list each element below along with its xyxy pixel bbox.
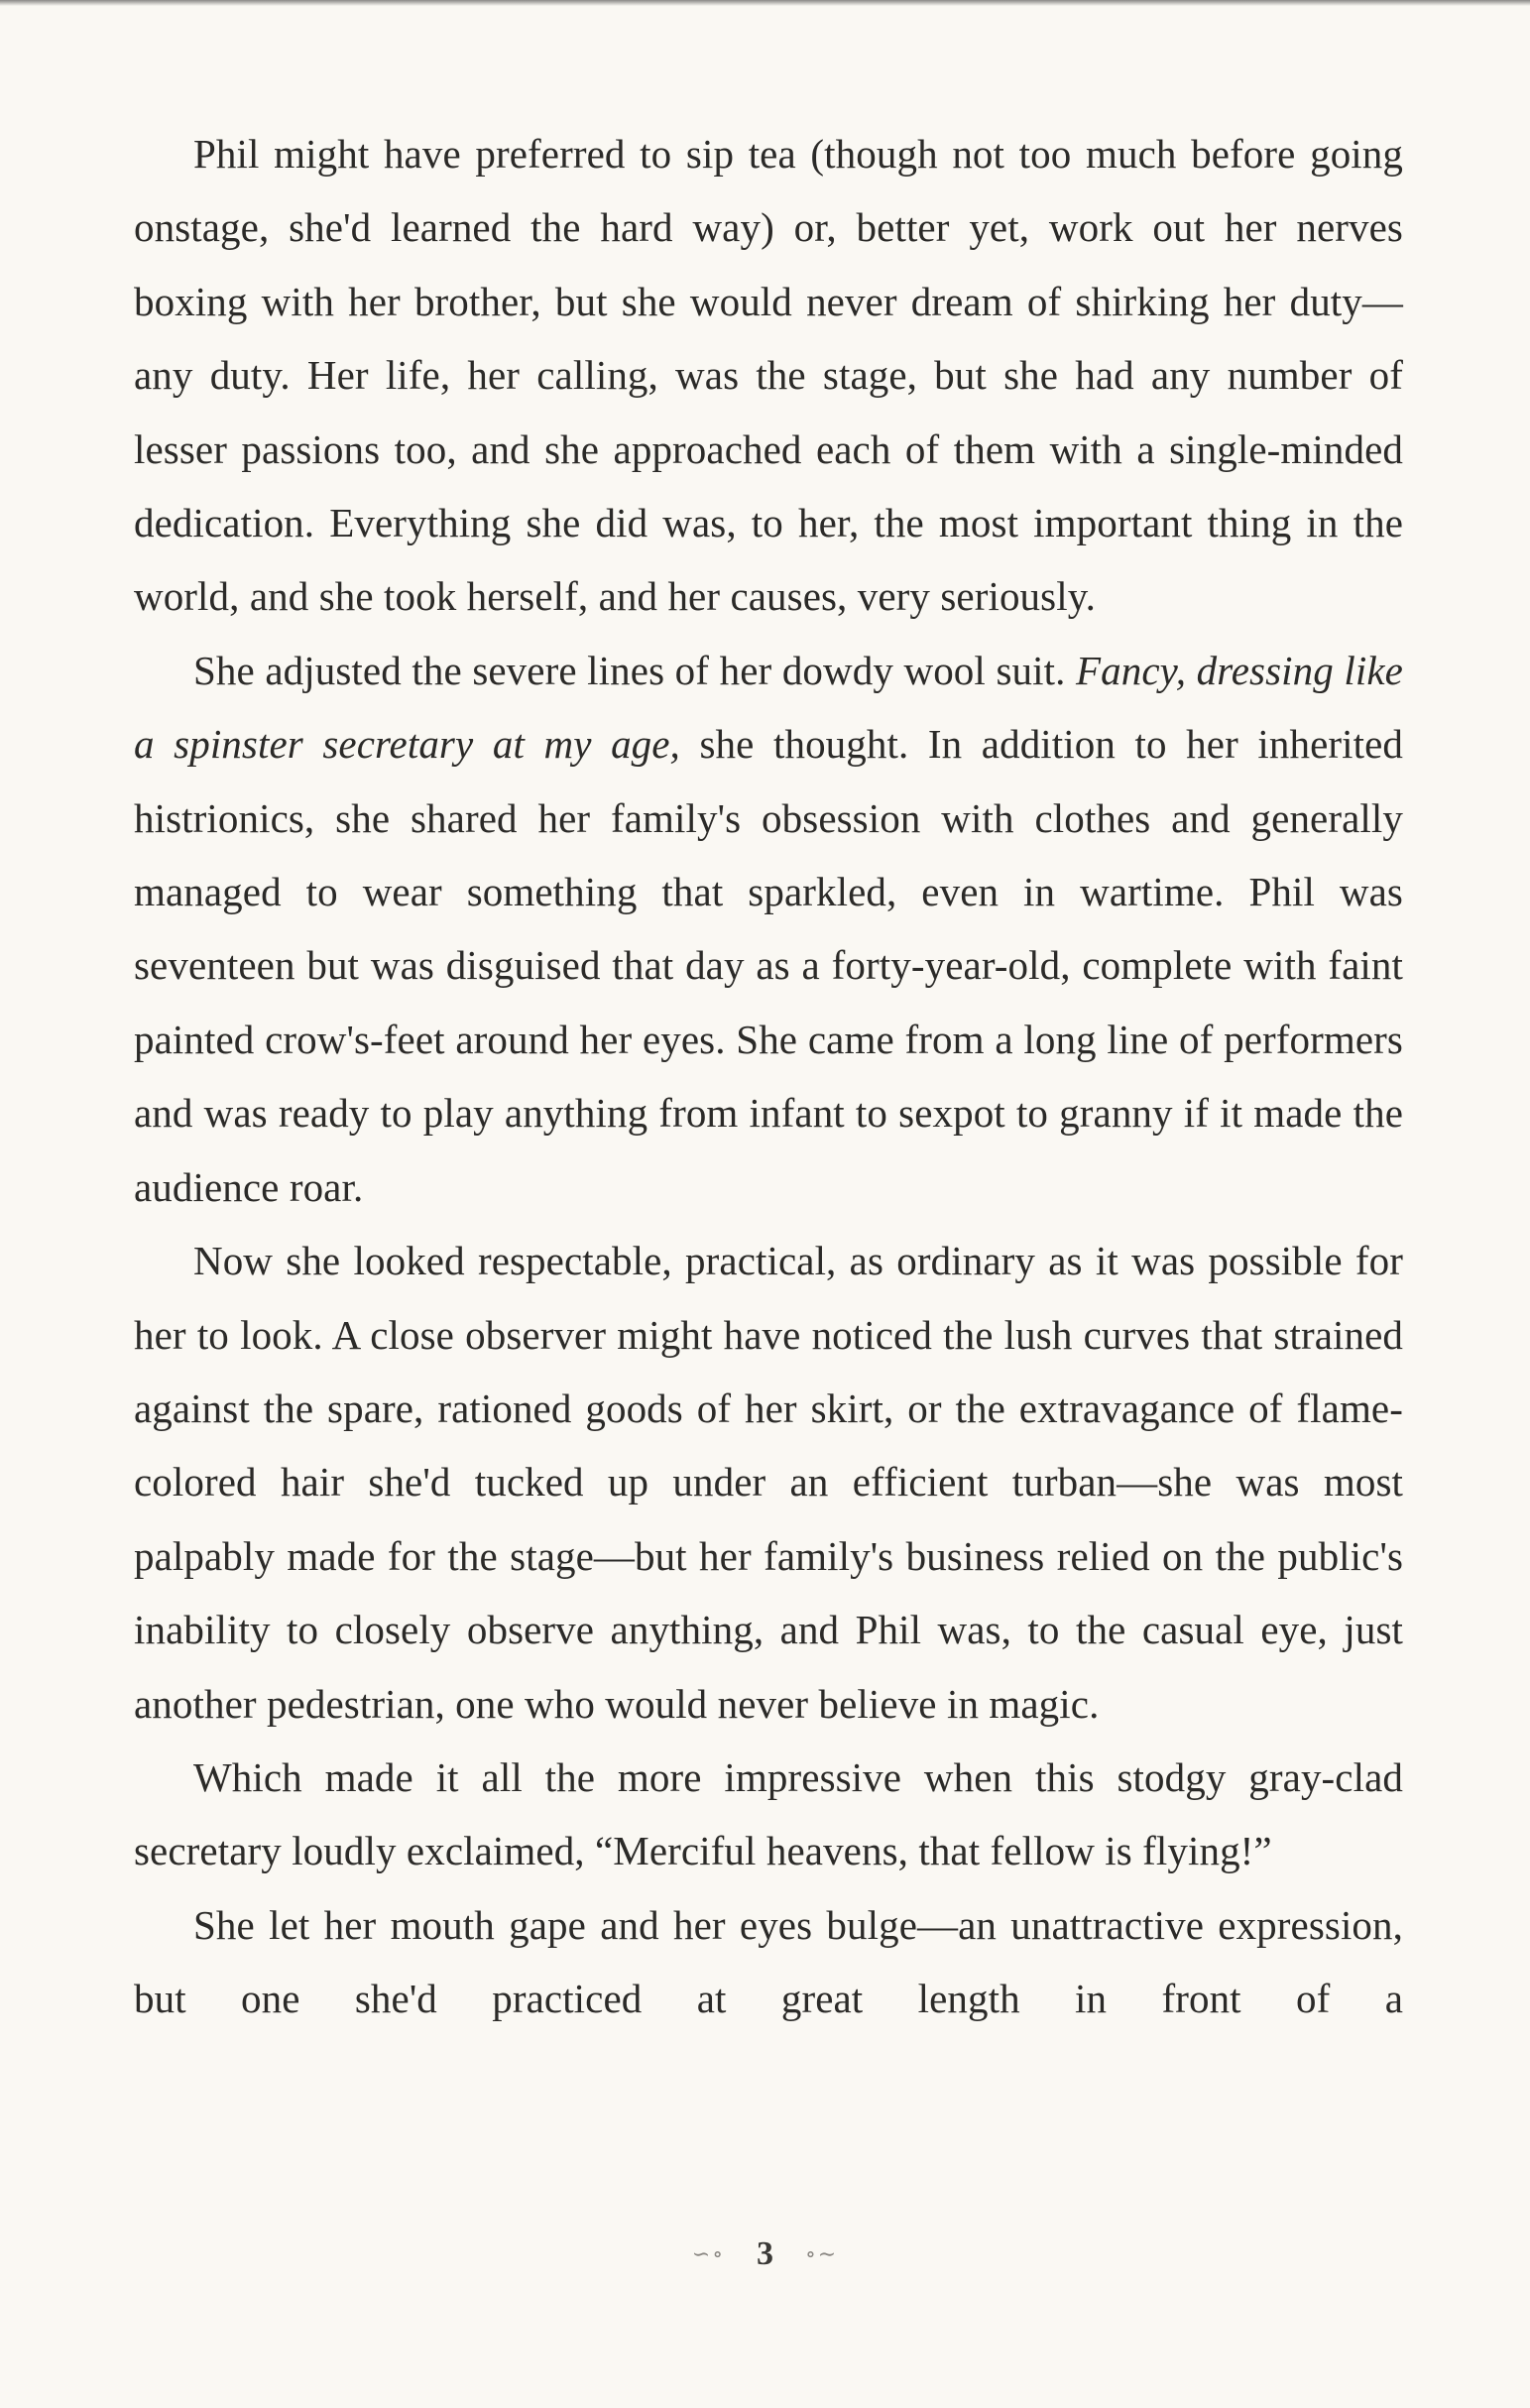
page-number: 3 [757,2235,773,2273]
paragraph-text: Which made it all the more impressive when this stodgy gray-clad secretary loudly exclaimed, “Merciful heavens, that fellow is flying!” [134,1753,1403,1874]
paragraph-text: Now she looked respectable, practical, as ordinary as it was possible for her to look. A close observer might have noticed the lush curves that strained against the spare, rationed goods of her skirt, or the extravagance of flame-colored hair she'd tucked up under an efficient turban—she was most palpably made for the stage—but her family's business relied on the public's inability to closely observe anything, and Phil was, to the casual eye, just another pedestrian, one who would never believe in magic. [134,1238,1403,1727]
paragraph-text: She adjusted the severe lines of her dowdy wool suit. [193,647,1077,693]
paragraph-text: Phil might have preferred to sip tea (though not too much before going onstage, she'd learned the hard way) or, better yet, work out her nerves boxing with her brother, but she would never dream of shirking her duty—any duty. Her life, her calling, was the stage, but she had any number of lesser passions too, and she approached each of them with a single-minded dedication. Everything she did was, to her, the most important thing in the world, and she took herself, and her causes, very seriously. [134,131,1403,620]
paragraph-text: She let her mouth gape and her eyes bulge—an unattractive expression, but one she'd practiced at great length in front of a [134,1901,1403,2022]
folio-ornament-left: ∽∘ [691,2241,725,2267]
paragraph-text: she thought. In addition to her inherited histrionics, she shared her family's obsession with clothes and generally managed to wear something that sparkled, even in wartime. Phil was seventeen but was disguised that day as a forty-year-old, complete with faint painted crow's-feet around her eyes. She came from a long line of performers and was ready to play anything from infant to sexpot to granny if it made the audience roar. [134,721,1404,1210]
paragraph [134,117,1403,634]
italic-thought: Fancy, dressing like a spinster secretary at my age, [134,647,1403,768]
paragraph [134,1224,1403,1741]
paragraph [134,1888,1403,2036]
body-text [134,117,1403,2036]
page-top-edge [0,0,1530,6]
page-footer [0,2233,1530,2273]
paragraph [134,1741,1403,1888]
folio-ornament-right: ∘∼ [805,2241,839,2267]
paragraph [134,634,1403,1224]
